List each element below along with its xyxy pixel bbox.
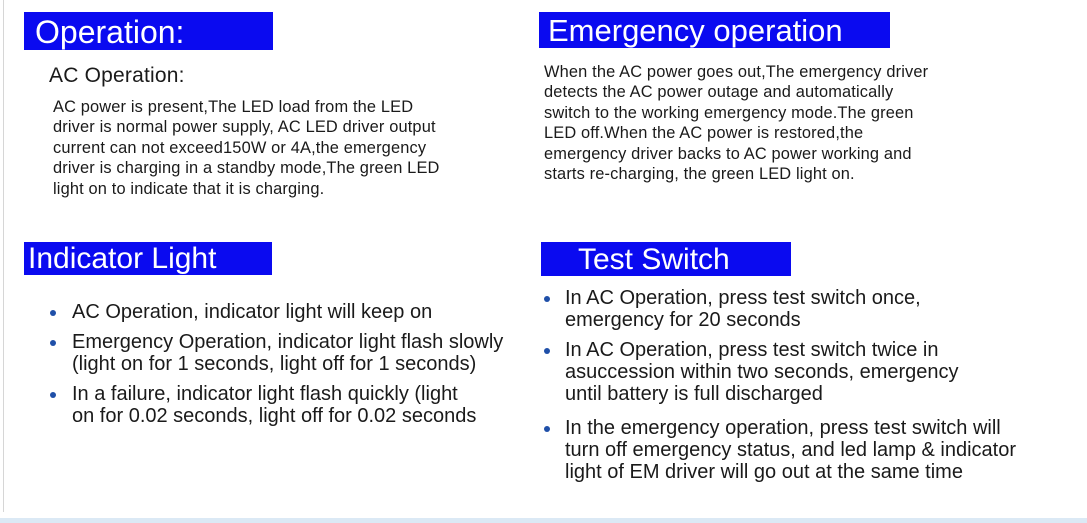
list-item <box>541 417 1071 483</box>
list-item-text: In AC Operation, press test switch twice in asuccession within two seconds, emergency until battery is full discharged <box>565 339 959 405</box>
emergency-operation-paragraph: When the AC power goes out,The emergency driver detects the AC power outage and automatically switch to the working emergency mode.The green LED off.When the AC power is restored,the emergency driver backs to AC power working and starts re-charging, the green LED light on. <box>544 63 929 184</box>
list-item <box>541 287 1071 331</box>
bullet-dot-icon <box>50 392 56 398</box>
operation-banner: Operation: <box>24 12 273 50</box>
bullet-dot-icon <box>50 310 56 316</box>
list-item-text: In the emergency operation, press test switch will turn off emergency status, and led lamp & indicator light of EM driver will go out at the same time <box>565 417 1016 483</box>
bottom-divider <box>0 518 1087 523</box>
ac-operation-subheading: AC Operation: <box>49 64 185 87</box>
indicator-light-list <box>48 301 548 435</box>
bullet-dot-icon <box>50 340 56 346</box>
list-item-text: AC Operation, indicator light will keep on <box>72 301 433 323</box>
list-item <box>541 339 1071 405</box>
bullet-dot-icon <box>544 348 550 354</box>
list-item <box>48 331 548 375</box>
list-item <box>48 301 548 323</box>
ac-operation-paragraph: AC power is present,The LED load from the LED driver is normal power supply, AC LED driver output current can not exceed150W or 4A,the emergency driver is charging in a standby mode,The green LED light on to indicate that it is charging. <box>53 98 440 198</box>
list-item <box>48 383 548 427</box>
list-item-text: In AC Operation, press test switch once, emergency for 20 seconds <box>565 287 921 331</box>
page-left-border <box>3 0 4 512</box>
bullet-dot-icon <box>544 426 550 432</box>
test-switch-banner: Test Switch <box>541 242 791 276</box>
list-item-text: Emergency Operation, indicator light flash slowly (light on for 1 seconds, light off for 1 seconds) <box>72 331 504 375</box>
list-item-text: In a failure, indicator light flash quickly (light on for 0.02 seconds, light off for 0.02 seconds <box>72 383 477 427</box>
indicator-light-banner: Indicator Light <box>24 242 272 275</box>
test-switch-list <box>541 287 1071 483</box>
emergency-operation-banner: Emergency operation <box>539 12 890 48</box>
bullet-dot-icon <box>544 296 550 302</box>
